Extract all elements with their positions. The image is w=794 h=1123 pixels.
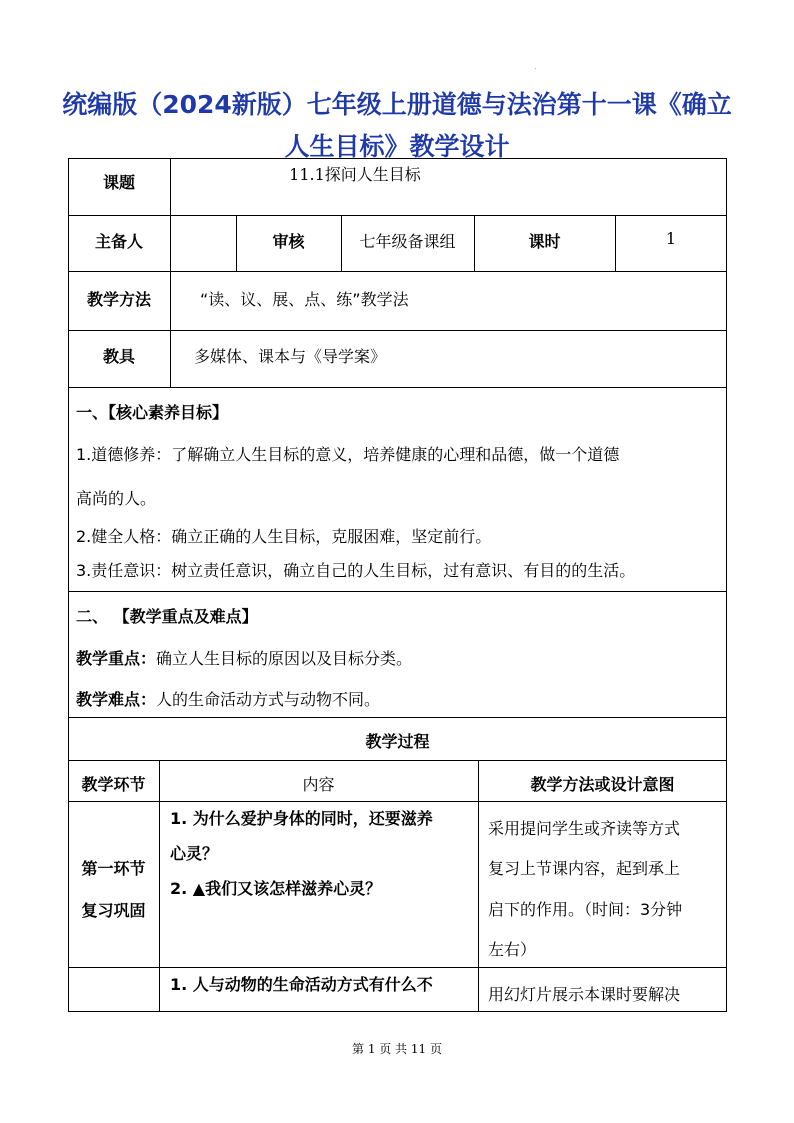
difficulty-line — [76, 687, 380, 710]
col-divider — [478, 760, 479, 1012]
stage-1-method-line-3: 启下的作用。（时间：3分钟 — [488, 900, 683, 919]
document-title — [60, 84, 734, 168]
col-header-method: 教学方法或设计意图 — [530, 775, 675, 794]
tools-value: 多媒体、课本与《导学案》 — [194, 347, 387, 366]
stray-dot: . — [534, 62, 537, 71]
process-heading: 教学过程 — [365, 732, 430, 751]
goal-item-2: 2.健全人格：确立正确的人生目标，克服困难，坚定前行。 — [76, 527, 492, 546]
row-divider — [68, 271, 727, 272]
goal-item-1: 1.道德修养：了解确立人生目标的意义，培养健康的心理和品德，做一个道德 — [76, 445, 620, 464]
preparer-label: 主备人 — [94, 232, 143, 251]
stage-1-title: 第一环节 — [81, 859, 146, 878]
row-divider — [68, 801, 727, 802]
col-header-stage: 教学环节 — [81, 775, 146, 794]
stage-1-method-line-4: 左右） — [488, 940, 537, 959]
goal-item-3: 3.责任意识：树立责任意识，确立自己的人生目标，过有意识、有目的的生活。 — [76, 561, 636, 580]
reviewer-value: 七年级备课组 — [359, 232, 456, 251]
stage-1-method-line-2: 复习上节课内容，起到承上 — [488, 859, 681, 878]
method-label: 教学方法 — [86, 290, 151, 309]
row-divider — [68, 967, 727, 968]
stage-1-question-1: 1. 为什么爱护身体的同时，还要滋养 — [170, 809, 433, 828]
keypoints-heading: 二、 【教学重点及难点】 — [76, 607, 258, 626]
row-divider — [68, 760, 727, 761]
stage-2-question-1: 1. 人与动物的生命活动方式有什么不 — [170, 975, 433, 994]
stage-2-method-line-1: 用幻灯片展示本课时要解决 — [488, 985, 681, 1004]
stage-1-method-line-1: 采用提问学生或齐读等方式 — [488, 819, 681, 838]
focus-label: 教学重点： — [76, 649, 157, 668]
tools-label: 教具 — [102, 347, 135, 366]
title-line-1: 统编版（2024新版）七年级上册道德与法治第十一课《确立 — [62, 90, 732, 119]
difficulty-label: 教学难点： — [76, 690, 157, 709]
row-divider — [68, 215, 727, 216]
col-divider — [159, 760, 160, 1012]
row-divider — [68, 717, 727, 718]
focus-line — [76, 646, 412, 669]
reviewer-label: 审核 — [272, 232, 305, 251]
col-divider — [170, 158, 171, 387]
goals-heading: 一、【核心素养目标】 — [76, 403, 229, 422]
col-header-content: 内容 — [302, 775, 335, 794]
stage-1-subtitle: 复习巩固 — [81, 901, 146, 920]
title-line-2: 人生目标》教学设计 — [284, 132, 510, 161]
stage-1-question-2: 2. ▲我们又该怎样滋养心灵？ — [170, 879, 382, 898]
stage-1-question-1-cont: 心灵？ — [170, 844, 219, 863]
row-divider — [68, 591, 727, 592]
topic-value: 11.1探问人生目标 — [289, 165, 421, 184]
row-divider — [68, 330, 727, 331]
hours-value: 1 — [665, 229, 677, 248]
difficulty-value: 人的生命活动方式与动物不同。 — [156, 690, 381, 709]
goal-item-1-cont: 高尚的人。 — [76, 489, 157, 508]
topic-label: 课题 — [102, 173, 135, 192]
hours-label: 课时 — [528, 232, 561, 251]
focus-value: 确立人生目标的原因以及目标分类。 — [156, 649, 413, 668]
row-divider — [68, 387, 727, 388]
page-number: 第 1 页 共 11 页 — [352, 1042, 442, 1056]
method-value: “读、议、展、点、练”教学法 — [200, 290, 409, 309]
